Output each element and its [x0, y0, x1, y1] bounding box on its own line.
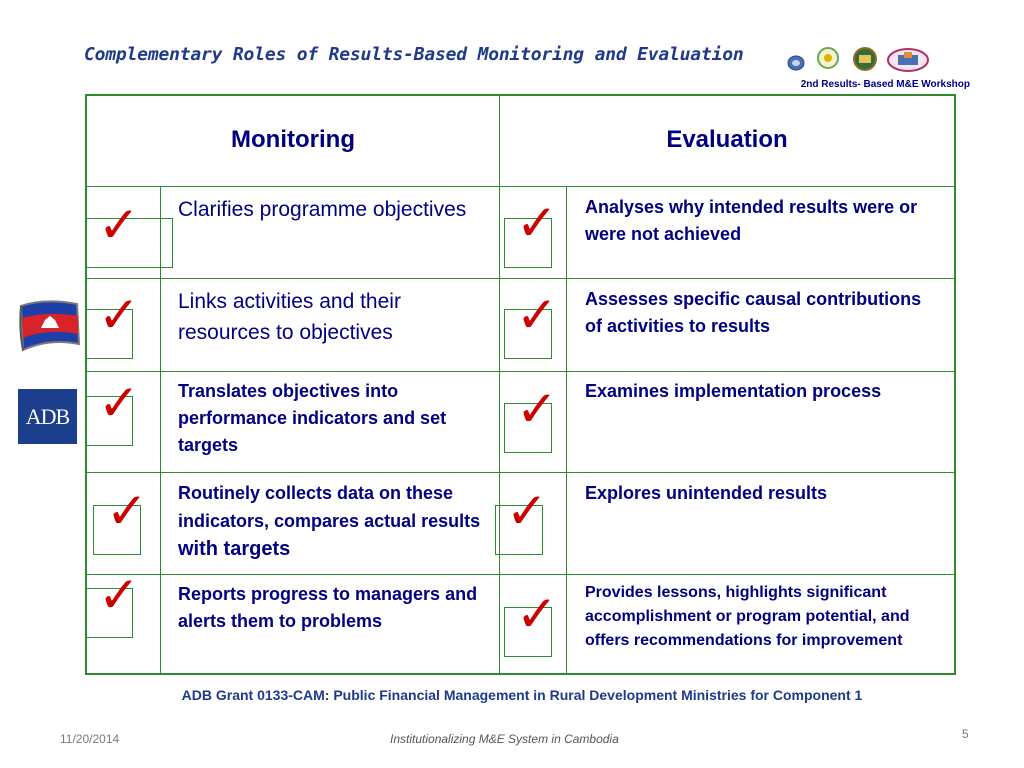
cambodia-flag-icon: [15, 296, 85, 358]
check-mark-icon: ✓: [106, 482, 148, 540]
emblem-logo-icon: [816, 46, 840, 70]
row-divider: [87, 472, 954, 473]
seal-logo-icon: [852, 47, 878, 71]
check-mark-icon: ✓: [98, 196, 140, 254]
row-divider: [87, 371, 954, 372]
column-divider: [499, 96, 500, 673]
row-divider: [87, 186, 954, 187]
footer-date: 11/20/2014: [60, 732, 120, 746]
check-mark-icon: ✓: [98, 286, 140, 344]
evaluation-cell: Examines implementation process: [585, 381, 882, 401]
evaluation-cell: Explores unintended results: [585, 483, 828, 503]
evaluation-cell: Analyses why intended results were or were not achieved: [585, 197, 918, 244]
column-divider: [566, 186, 567, 673]
monitoring-cell: Links activities and their resources to objectives: [178, 290, 401, 344]
check-mark-icon: ✓: [516, 585, 558, 643]
row-divider: [87, 574, 954, 575]
page-number: 5: [962, 727, 969, 741]
check-mark-icon: ✓: [516, 380, 558, 438]
monitoring-header: Monitoring: [231, 126, 355, 153]
monitoring-cell-text: Routinely collects data on these indicators, compares actual results: [178, 483, 481, 531]
ministry-logo-icon: [886, 47, 930, 73]
check-mark-icon: ✓: [98, 374, 140, 432]
slide-title: Complementary Roles of Results-Based Monitoring and Evaluation: [84, 44, 744, 65]
monitoring-cell: Translates objectives into performance indicators and set targets: [178, 381, 447, 455]
monitoring-cell-emphasis: with targets: [178, 538, 291, 560]
footer-caption: Institutionalizing M&E System in Cambodia: [390, 732, 619, 746]
monitoring-cell: Reports progress to managers and alerts them to problems: [178, 584, 478, 631]
check-mark-icon: ✓: [98, 566, 140, 624]
evaluation-header: Evaluation: [666, 126, 788, 153]
evaluation-cell: Provides lessons, highlights significant accomplishment or program potential, and offers recommendations for improvement: [585, 584, 910, 649]
check-mark-icon: ✓: [516, 194, 558, 252]
header-logos: [786, 44, 946, 74]
ring-logo-icon: [786, 54, 806, 72]
check-mark-icon: ✓: [506, 482, 548, 540]
monitoring-cell: Clarifies programme objectives: [178, 198, 467, 221]
evaluation-cell: Assesses specific causal contributions of activities to results: [585, 289, 922, 336]
adb-logo: ADB: [18, 389, 77, 444]
grant-footer: ADB Grant 0133-CAM: Public Financial Management in Rural Development Ministries for Component 1: [181, 687, 863, 703]
monitoring-cell: [178, 479, 483, 563]
row-divider: [87, 278, 954, 279]
workshop-label: 2nd Results- Based M&E Workshop: [800, 79, 970, 90]
check-mark-icon: ✓: [516, 286, 558, 344]
